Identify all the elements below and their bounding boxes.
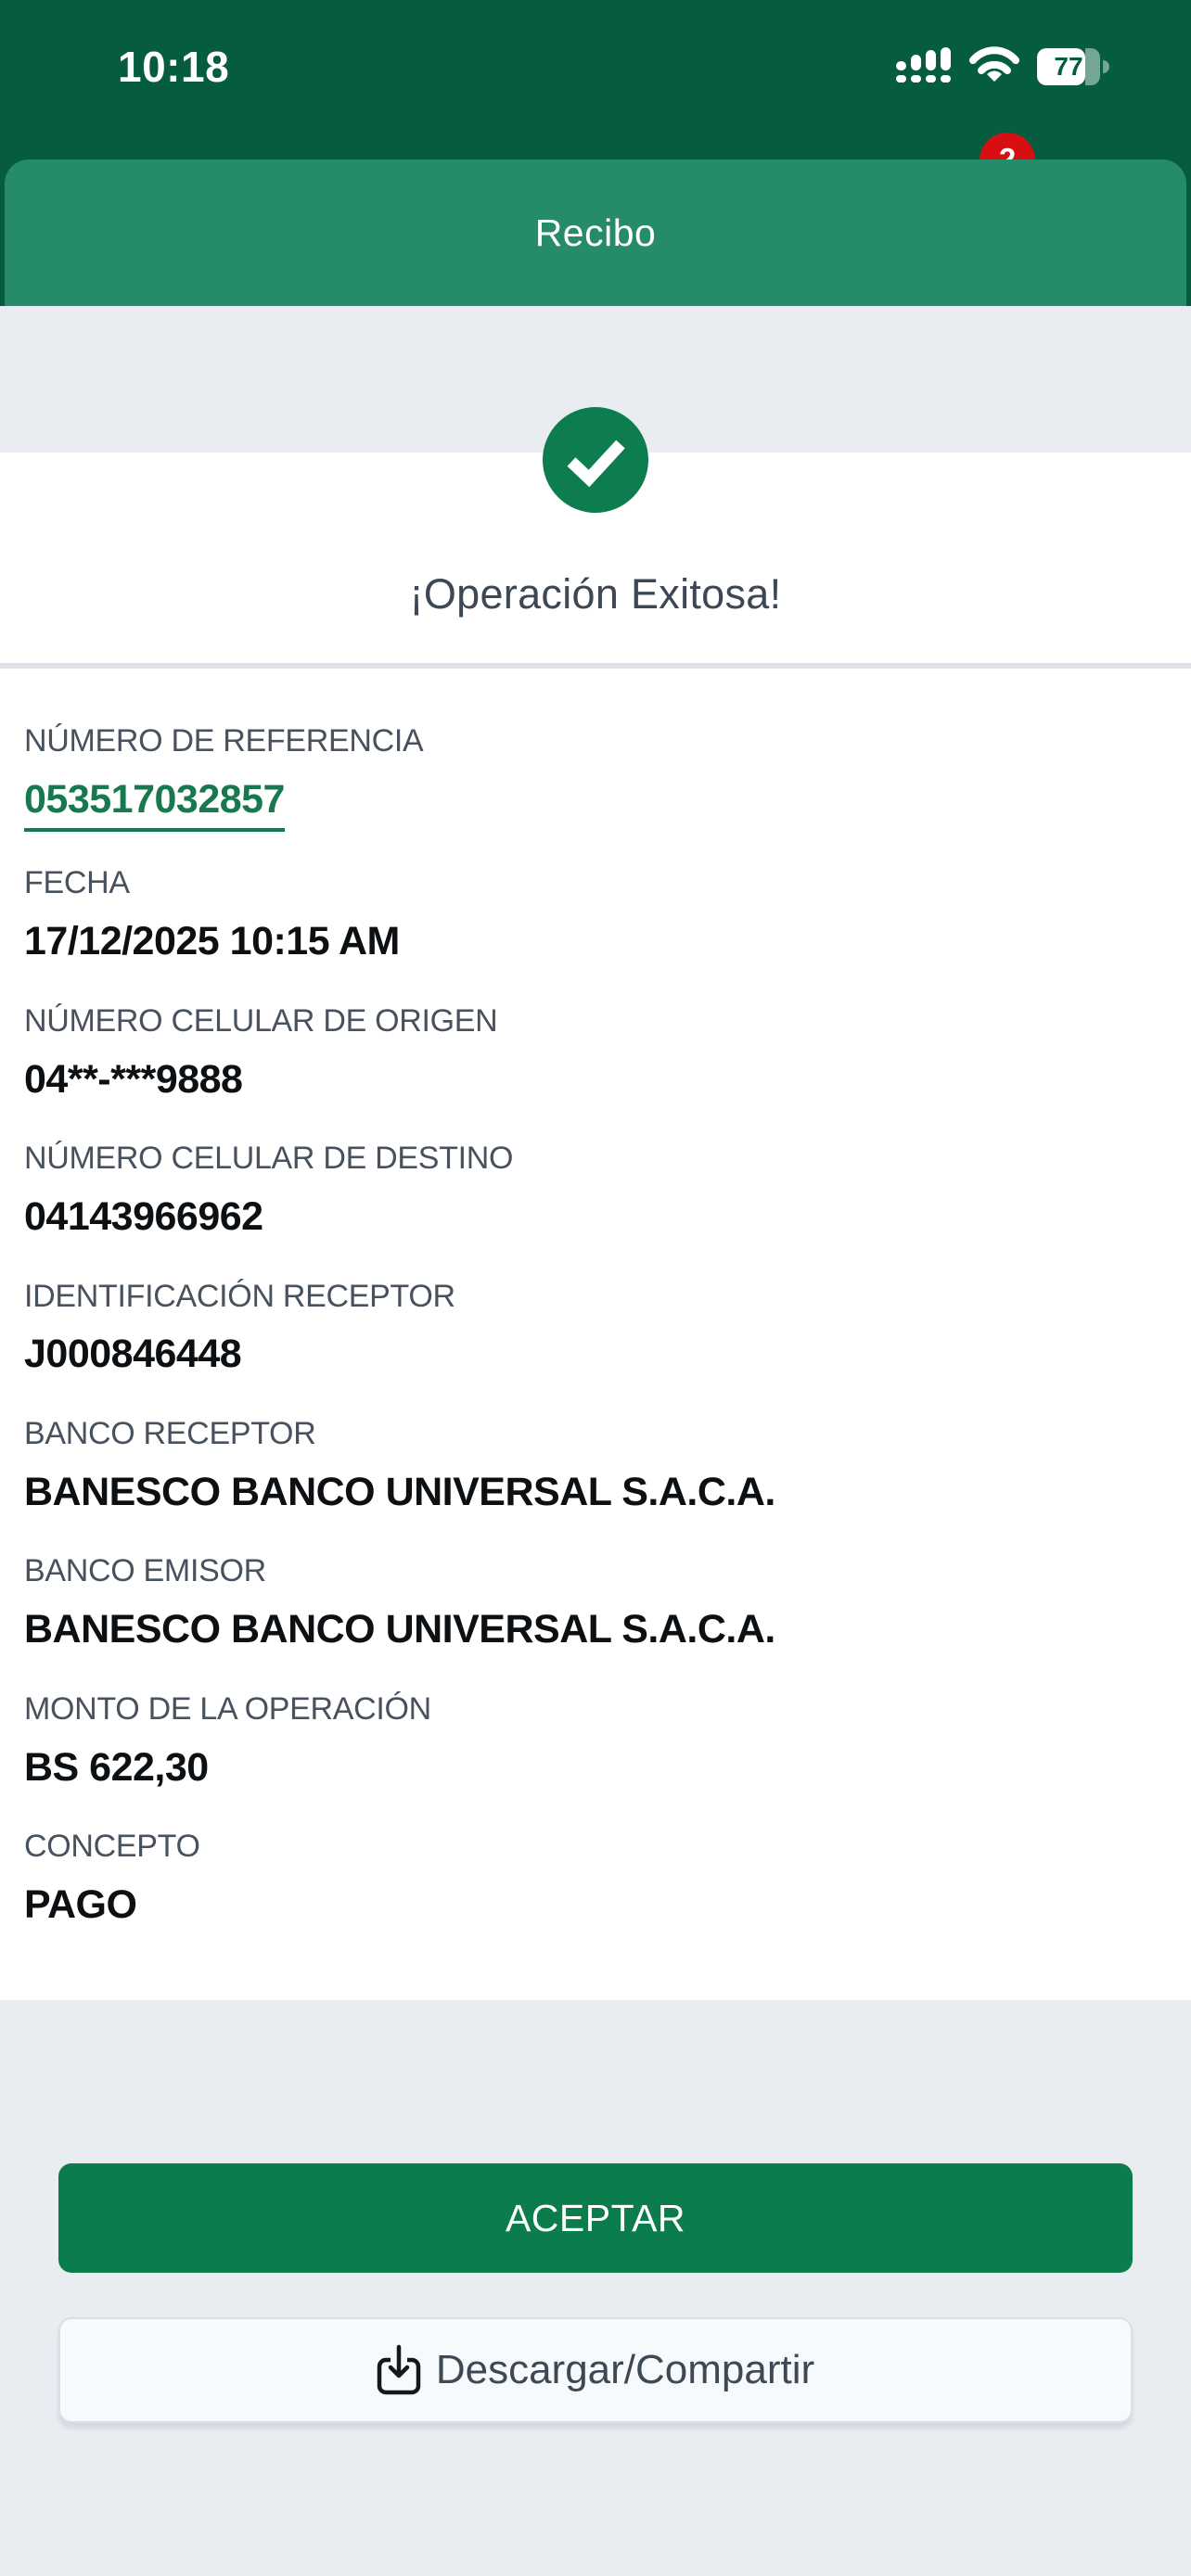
field-label: BANCO RECEPTOR [24, 1415, 316, 1451]
receipt-field [24, 1140, 1163, 1241]
field-label: BANCO EMISOR [24, 1553, 266, 1589]
field-value: PAGO [24, 1881, 137, 1927]
field-label: MONTO DE LA OPERACIÓN [24, 1690, 431, 1727]
page-title: Recibo [534, 210, 657, 254]
field-value: 04**-***9888 [24, 1056, 243, 1102]
receipt-field [24, 1002, 1163, 1103]
receipt-field [24, 1415, 1163, 1516]
receipt-field [24, 1278, 1163, 1379]
field-value: J000846448 [24, 1332, 242, 1377]
field-label: NÚMERO CELULAR DE ORIGEN [24, 1002, 498, 1039]
field-value: 17/12/2025 10:15 AM [24, 919, 400, 964]
field-label: CONCEPTO [24, 1829, 200, 1865]
battery-percent: 77 [1054, 52, 1083, 81]
accept-button-label: ACEPTAR [505, 2196, 686, 2239]
footer-actions [0, 2000, 1191, 2576]
field-label: IDENTIFICACIÓN RECEPTOR [24, 1278, 455, 1314]
receipt-field [24, 722, 1163, 864]
cellular-signal-icon [896, 47, 952, 87]
field-label: FECHA [24, 865, 130, 901]
clock: 10:18 [118, 43, 230, 91]
receipt-field [24, 1828, 1163, 1929]
field-value: BANESCO BANCO UNIVERSAL S.A.C.A. [24, 1607, 775, 1652]
download-button-label: Descargar/Compartir [435, 2347, 815, 2392]
success-check-icon [543, 407, 648, 513]
battery-icon [1037, 48, 1109, 85]
status-icons [896, 46, 1109, 88]
receipt-field [24, 1690, 1163, 1792]
field-value: BANESCO BANCO UNIVERSAL S.A.C.A. [24, 1469, 775, 1514]
reference-link[interactable]: 053517032857 [24, 776, 285, 833]
field-label: NÚMERO DE REFERENCIA [24, 723, 424, 759]
success-message: ¡Operación Exitosa! [409, 570, 782, 618]
download-icon [377, 2344, 421, 2396]
download-share-button[interactable] [58, 2317, 1133, 2423]
field-label: NÚMERO CELULAR DE DESTINO [24, 1141, 514, 1177]
receipt-field [24, 1552, 1163, 1653]
accept-button[interactable] [58, 2163, 1133, 2273]
receipt-field [24, 864, 1163, 965]
status-bar [0, 33, 1191, 100]
field-value: 04143966962 [24, 1193, 263, 1239]
header-bar [5, 159, 1186, 306]
wifi-icon [969, 46, 1019, 88]
fields-section [0, 669, 1191, 2000]
field-value: BS 622,30 [24, 1744, 209, 1790]
